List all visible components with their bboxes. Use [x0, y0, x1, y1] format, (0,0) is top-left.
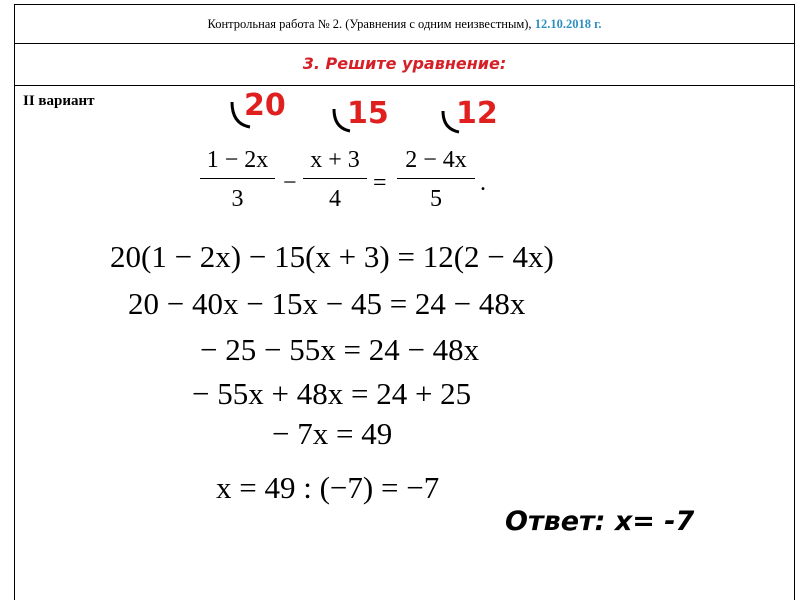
operator-equals: = — [373, 170, 387, 196]
step-2: 20 − 40x − 15x − 45 = 24 − 48x — [128, 286, 526, 321]
fraction-1 — [200, 148, 275, 211]
fraction-1-numerator: 1 − 2x — [206, 147, 269, 173]
fraction-2-denominator: 4 — [329, 186, 341, 212]
answer-text: Ответ: x= -7 — [505, 506, 695, 537]
task-label: 3. Решите уравнение: — [302, 54, 507, 73]
fraction-2-bar — [303, 178, 367, 179]
fraction-1-bar — [200, 178, 275, 179]
step-1: 20(1 − 2x) − 15(x + 3) = 12(2 − 4x) — [110, 239, 554, 274]
multiplier-12: 12 — [456, 96, 498, 131]
fraction-3-numerator: 2 − 4x — [405, 147, 467, 173]
step-3: − 25 − 55x = 24 − 48x — [200, 332, 480, 367]
step-5: − 7x = 49 — [272, 416, 393, 451]
fraction-3 — [397, 148, 475, 211]
fraction-3-denominator: 5 — [430, 186, 442, 212]
multiplier-15: 15 — [347, 96, 389, 131]
fraction-1-denominator: 3 — [231, 186, 244, 212]
operator-minus: − — [283, 170, 297, 196]
header-date: 12.10.2018 г. — [534, 17, 602, 31]
fraction-3-bar — [397, 178, 475, 179]
equation-period: . — [480, 170, 486, 196]
step-4: − 55x + 48x = 24 + 25 — [192, 376, 472, 411]
step-6: x = 49 : (−7) = −7 — [216, 470, 440, 505]
fraction-2 — [303, 148, 367, 211]
variant-label: II вариант — [23, 93, 95, 109]
fraction-2-numerator: x + 3 — [310, 147, 360, 173]
multiplier-20: 20 — [244, 88, 286, 123]
header-title: Контрольная работа № 2. (Уравнения с одним неизвестным), — [207, 17, 532, 31]
